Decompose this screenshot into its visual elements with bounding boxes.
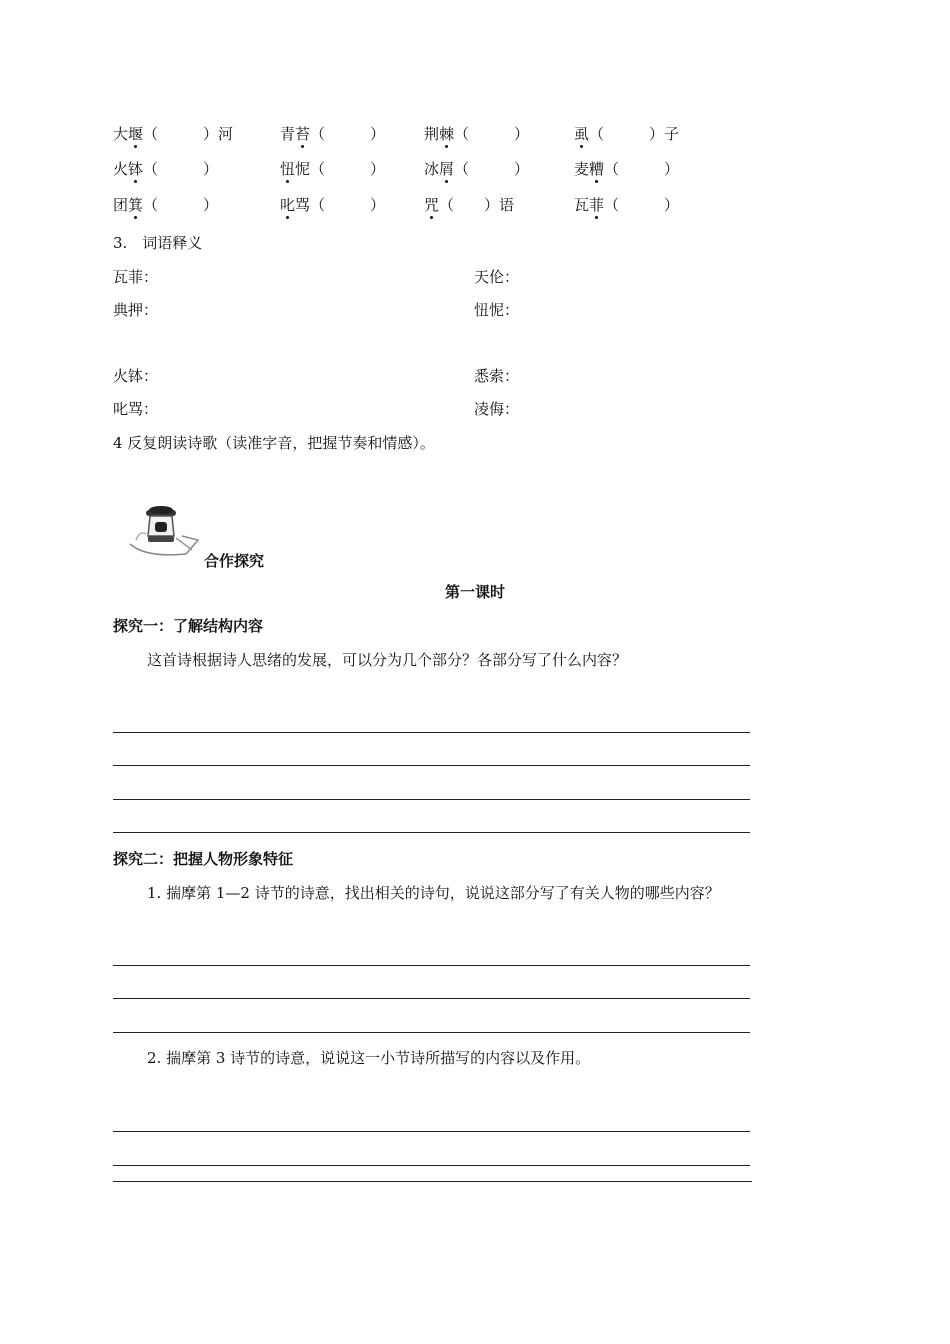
pinyin-item: 大堰（ ）河 xyxy=(113,125,234,143)
dotted-char: 棘 xyxy=(439,125,455,143)
inquiry-1-question: 这首诗根据诗人思绪的发展，可以分为几个部分？各部分写了什么内容？ xyxy=(147,651,628,669)
glossary-term: 忸怩： xyxy=(474,301,520,319)
answer-line xyxy=(113,1032,750,1033)
pinyin-item: 忸怩（ ） xyxy=(280,160,386,178)
glossary-term: 悉索： xyxy=(474,367,520,385)
answer-line xyxy=(113,1131,750,1132)
glossary-term: 叱骂： xyxy=(113,400,159,418)
inquiry-2-question-1: 1. 揣摩第 1—2 诗节的诗意，找出相关的诗句，说说这部分写了有关人物的哪些内容？ xyxy=(147,884,720,902)
dotted-char: 糟 xyxy=(589,160,605,178)
answer-line xyxy=(113,799,750,800)
section-heading: 4 反复朗读诗歌（读准字音，把握节奏和情感）。 xyxy=(113,434,435,452)
pinyin-item: 青苔（ ） xyxy=(280,125,386,143)
inquiry-2-question-2: 2. 揣摩第 3 诗节的诗意，说说这一小节诗所描写的内容以及作用。 xyxy=(147,1049,591,1067)
dotted-char: 钵 xyxy=(128,160,144,178)
pinyin-item: 瓦菲（ ） xyxy=(574,196,680,214)
inquiry-1-title: 探究一：了解结构内容 xyxy=(113,617,264,635)
dotted-char: 菲 xyxy=(589,196,605,214)
pinyin-item: 荆棘（ ） xyxy=(424,125,530,143)
glossary-term: 天伦： xyxy=(474,268,520,286)
glossary-term: 凌侮： xyxy=(474,400,520,418)
answer-line xyxy=(113,732,750,733)
glossary-term: 火钵： xyxy=(113,367,159,385)
section-heading: 3. 词语释义 xyxy=(113,234,203,252)
pinyin-item: 团箕（ ） xyxy=(113,196,219,214)
answer-line xyxy=(113,1165,750,1166)
dotted-char: 屑 xyxy=(439,160,455,178)
dotted-char: 咒 xyxy=(424,196,440,214)
pinyin-item: 咒（ ）语 xyxy=(424,196,515,214)
lesson-title: 第一课时 xyxy=(444,583,505,601)
dotted-char: 苔 xyxy=(295,125,311,143)
pinyin-item: 叱骂（ ） xyxy=(280,196,386,214)
dotted-char: 忸 xyxy=(280,160,296,178)
dotted-char: 箕 xyxy=(128,196,144,214)
pinyin-item: 虱（ ）子 xyxy=(574,125,680,143)
dotted-char: 叱 xyxy=(280,196,296,214)
glossary-term: 瓦菲： xyxy=(113,268,159,286)
dotted-char: 堰 xyxy=(128,125,144,143)
answer-line xyxy=(113,765,750,766)
dotted-char: 虱 xyxy=(574,125,590,143)
answer-line xyxy=(113,832,750,833)
pinyin-item: 冰屑（ ） xyxy=(424,160,530,178)
pinyin-item: 麦糟（ ） xyxy=(574,160,680,178)
inquiry-2-title: 探究二：把握人物形象特征 xyxy=(113,850,294,868)
lantern-icon xyxy=(126,500,204,562)
answer-line xyxy=(113,998,750,999)
pinyin-item: 火钵（ ） xyxy=(113,160,219,178)
answer-line xyxy=(113,1181,752,1182)
coop-title: 合作探究 xyxy=(204,552,265,570)
answer-line xyxy=(113,965,750,966)
glossary-term: 典押： xyxy=(113,301,159,319)
